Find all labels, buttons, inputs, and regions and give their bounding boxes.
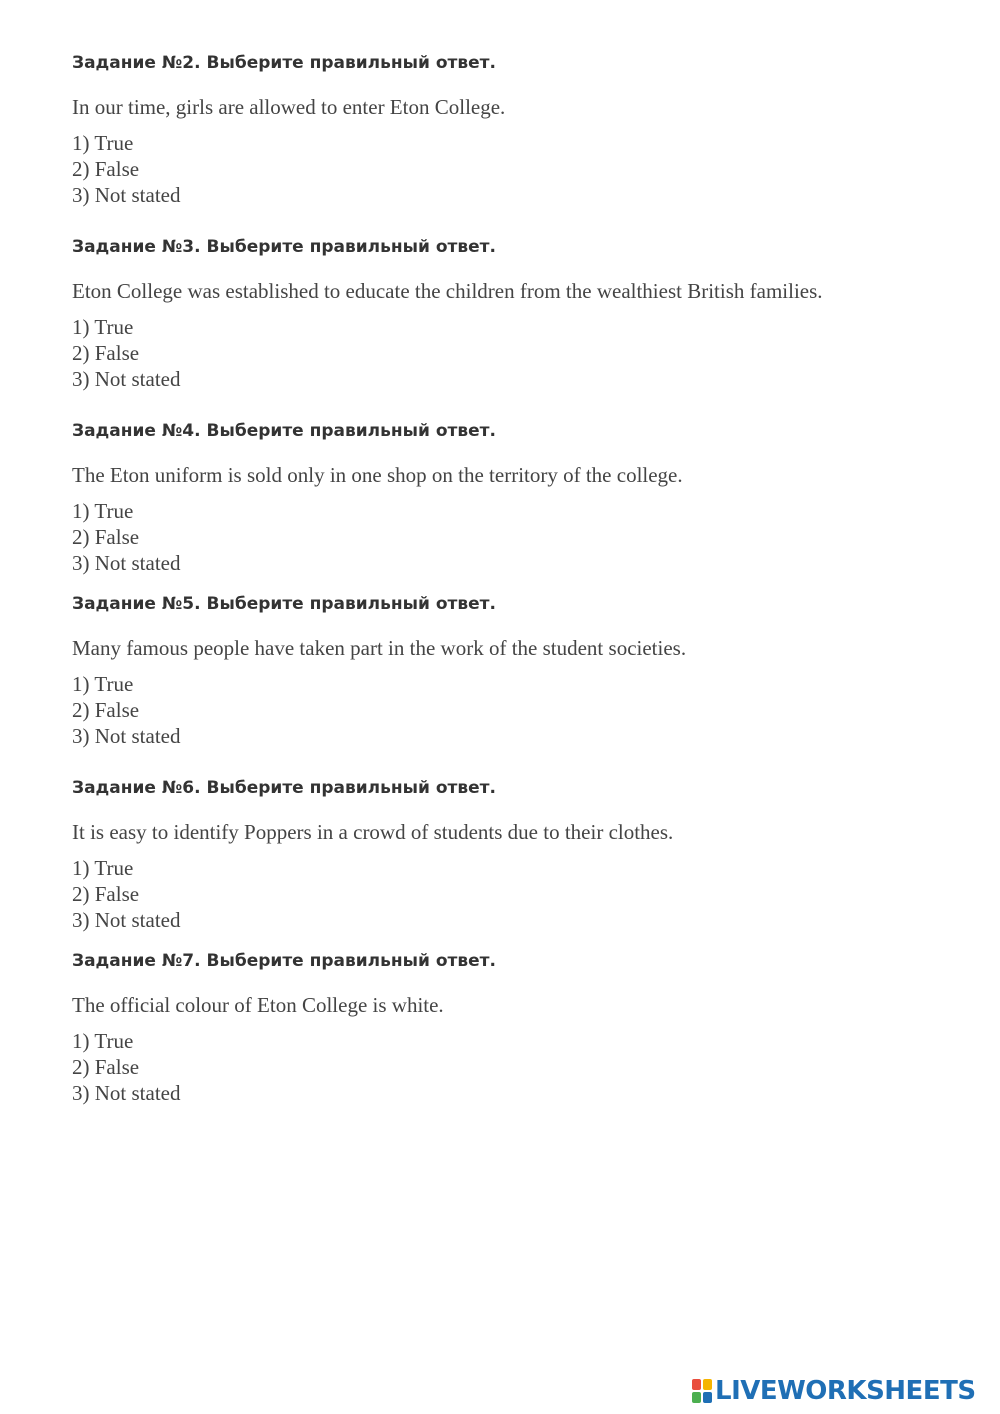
answer-option: 1) True	[72, 131, 134, 155]
answer-option: 3) Not stated	[72, 1081, 181, 1105]
liveworksheets-logo-icon	[692, 1379, 712, 1403]
task-question: In our time, girls are allowed to enter Eton College.	[72, 95, 506, 119]
answer-option: 3) Not stated	[72, 551, 181, 575]
answer-option: 3) Not stated	[72, 367, 181, 391]
answer-options	[72, 314, 180, 392]
answer-option: 1) True	[72, 499, 134, 523]
answer-option: 1) True	[72, 856, 134, 880]
answer-option: 2) False	[72, 525, 140, 549]
answer-option: 1) True	[72, 315, 134, 339]
task-heading: Задание №3. Выберите правильный ответ.	[72, 237, 496, 257]
task-heading: Задание №4. Выберите правильный ответ.	[72, 421, 496, 441]
answer-option: 2) False	[72, 341, 140, 365]
answer-options	[72, 498, 180, 576]
answer-option: 3) Not stated	[72, 183, 181, 207]
answer-option: 2) False	[72, 882, 140, 906]
task-heading: Задание №5. Выберите правильный ответ.	[72, 594, 496, 614]
answer-option: 2) False	[72, 698, 140, 722]
task-question: It is easy to identify Poppers in a crowd of students due to their clothes.	[72, 820, 674, 844]
answer-options	[72, 671, 180, 749]
answer-options	[72, 130, 180, 208]
task-heading: Задание №2. Выберите правильный ответ.	[72, 53, 496, 73]
task-question: The official colour of Eton College is white.	[72, 993, 444, 1017]
answer-options	[72, 1028, 180, 1106]
answer-option: 2) False	[72, 1055, 140, 1079]
task-question: Many famous people have taken part in the work of the student societies.	[72, 636, 687, 660]
task-heading: Задание №6. Выберите правильный ответ.	[72, 778, 496, 798]
liveworksheets-logo	[692, 1375, 976, 1407]
liveworksheets-logo-text: LIVEWORKSHEETS	[715, 1376, 976, 1406]
task-heading: Задание №7. Выберите правильный ответ.	[72, 951, 496, 971]
answer-options	[72, 855, 180, 933]
answer-option: 3) Not stated	[72, 724, 181, 748]
task-question: Eton College was established to educate the children from the wealthiest British families.	[72, 279, 823, 303]
answer-option: 1) True	[72, 1029, 134, 1053]
answer-option: 3) Not stated	[72, 908, 181, 932]
answer-option: 1) True	[72, 672, 134, 696]
answer-option: 2) False	[72, 157, 140, 181]
task-question: The Eton uniform is sold only in one shop on the territory of the college.	[72, 463, 683, 487]
